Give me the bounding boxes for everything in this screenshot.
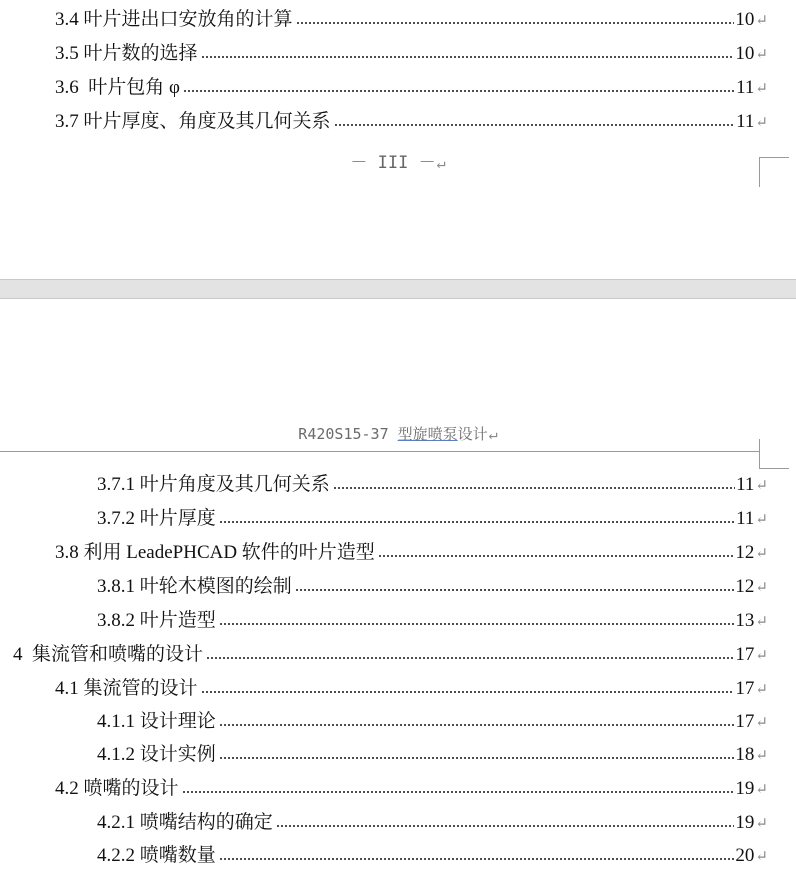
toc-page-number: 10 — [735, 43, 755, 64]
paragraph-mark-icon: ↵ — [755, 715, 768, 731]
toc-entry-4-2[interactable] — [55, 774, 768, 804]
toc-page-number: 11 — [736, 508, 755, 529]
toc-entry-4-2-1[interactable] — [97, 808, 768, 838]
toc-entry-label: 4.1 集流管的设计 — [55, 678, 198, 699]
margin-corner-mark — [759, 157, 789, 187]
toc-entry-label: 3.7.2 叶片厚度 — [97, 508, 216, 529]
page-gap — [0, 279, 796, 299]
toc-page-number: 17 — [735, 678, 755, 699]
toc-entry-4-2-2[interactable] — [97, 841, 768, 871]
toc-dot-leader — [219, 724, 735, 726]
toc-entry-3-8-2[interactable] — [97, 606, 768, 636]
paragraph-mark-icon: ↵ — [755, 546, 768, 562]
toc-page-number: 17 — [735, 644, 755, 665]
paragraph-mark-icon: ↵ — [755, 682, 768, 698]
toc-dot-leader — [201, 56, 735, 58]
paragraph-mark-icon: ↵ — [755, 47, 768, 63]
toc-dot-leader — [295, 589, 735, 591]
toc-dot-leader — [182, 791, 735, 793]
margin-corner-mark — [759, 439, 789, 469]
toc-dot-leader — [219, 521, 735, 523]
toc-entry-3-8-1[interactable] — [97, 572, 768, 602]
toc-dot-leader — [219, 858, 735, 860]
toc-entry-label: 3.7.1 叶片角度及其几何关系 — [97, 474, 330, 495]
toc-entry-label: 4.2.1 喷嘴结构的确定 — [97, 812, 273, 833]
paragraph-mark-icon: ↵ — [755, 782, 768, 798]
paragraph-mark-icon: ↵ — [755, 748, 768, 764]
toc-entry-label: 3.7 叶片厚度、角度及其几何关系 — [55, 111, 331, 132]
paragraph-mark-icon: ↵ — [755, 816, 768, 832]
toc-page-number: 12 — [735, 542, 755, 563]
paragraph-mark-icon: ↵ — [755, 849, 768, 865]
toc-dot-leader — [333, 487, 735, 489]
toc-dot-leader — [183, 90, 735, 92]
paragraph-mark-icon: ↵ — [755, 115, 768, 131]
toc-dot-leader — [334, 124, 736, 126]
toc-entry-label: 3.8.1 叶轮木模图的绘制 — [97, 576, 292, 597]
toc-page-number: 18 — [735, 744, 755, 765]
toc-page-number: 19 — [735, 812, 755, 833]
toc-dot-leader — [276, 825, 735, 827]
toc-entry-3-7[interactable] — [55, 107, 768, 137]
toc-entry-3-7-1[interactable] — [97, 470, 768, 500]
document-page-1 — [0, 0, 796, 279]
toc-page-number: 20 — [735, 845, 755, 866]
footer-page-number: － III － — [350, 153, 436, 173]
toc-dot-leader — [201, 691, 735, 693]
toc-entry-label: 3.6 叶片包角 φ — [55, 77, 180, 98]
toc-entry-4-1[interactable] — [55, 674, 768, 704]
toc-entry-label: 3.8 利用 LeadePHCAD 软件的叶片造型 — [55, 542, 375, 563]
page-header — [0, 423, 796, 444]
header-suffix: 设计 — [457, 425, 488, 443]
toc-entry-label: 4.2.2 喷嘴数量 — [97, 845, 216, 866]
toc-entry-3-7-2[interactable] — [97, 504, 768, 534]
toc-dot-leader — [219, 623, 735, 625]
toc-dot-leader — [219, 757, 735, 759]
toc-page-number: 13 — [735, 610, 755, 631]
toc-dot-leader — [206, 657, 734, 659]
toc-page-number: 17 — [735, 711, 755, 732]
page-footer-number — [0, 148, 796, 173]
document-page-2 — [0, 299, 796, 864]
toc-page-number: 12 — [735, 576, 755, 597]
toc-page-number: 19 — [735, 778, 755, 799]
toc-entry-label: 4.1.1 设计理论 — [97, 711, 216, 732]
toc-page-number: 11 — [736, 111, 755, 132]
paragraph-mark-icon: ↵ — [755, 81, 768, 97]
header-prefix: R420S15-37 — [298, 425, 398, 443]
toc-entry-4[interactable] — [13, 640, 768, 670]
toc-entry-3-6[interactable] — [55, 73, 768, 103]
toc-dot-leader — [378, 555, 735, 557]
toc-entry-4-1-2[interactable] — [97, 740, 768, 770]
toc-page-number: 11 — [736, 77, 755, 98]
toc-entry-3-5[interactable] — [55, 39, 768, 69]
toc-page-number: 11 — [736, 474, 755, 495]
header-rule — [0, 451, 760, 452]
toc-entry-label: 4.1.2 设计实例 — [97, 744, 216, 765]
toc-entry-label: 3.8.2 叶片造型 — [97, 610, 216, 631]
toc-entry-label: 3.5 叶片数的选择 — [55, 43, 198, 64]
header-underlined-term: 型旋喷泵 — [397, 425, 458, 443]
paragraph-mark-icon: ↵ — [755, 580, 768, 596]
paragraph-mark-icon: ↵ — [755, 512, 768, 528]
paragraph-mark-icon: ↵ — [488, 425, 498, 443]
toc-entry-3-8[interactable] — [55, 538, 768, 568]
toc-entry-3-4[interactable] — [55, 5, 768, 35]
toc-entry-label: 4 集流管和喷嘴的设计 — [13, 644, 204, 665]
paragraph-mark-icon: ↵ — [755, 478, 768, 494]
paragraph-mark-icon: ↵ — [755, 614, 768, 630]
toc-page-number: 10 — [735, 9, 755, 30]
toc-entry-4-1-1[interactable] — [97, 707, 768, 737]
toc-entry-label: 4.2 喷嘴的设计 — [55, 778, 179, 799]
paragraph-mark-icon: ↵ — [755, 648, 768, 664]
paragraph-mark-icon: ↵ — [436, 154, 446, 172]
toc-entry-label: 3.4 叶片进出口安放角的计算 — [55, 9, 293, 30]
toc-dot-leader — [296, 22, 735, 24]
paragraph-mark-icon: ↵ — [755, 13, 768, 29]
